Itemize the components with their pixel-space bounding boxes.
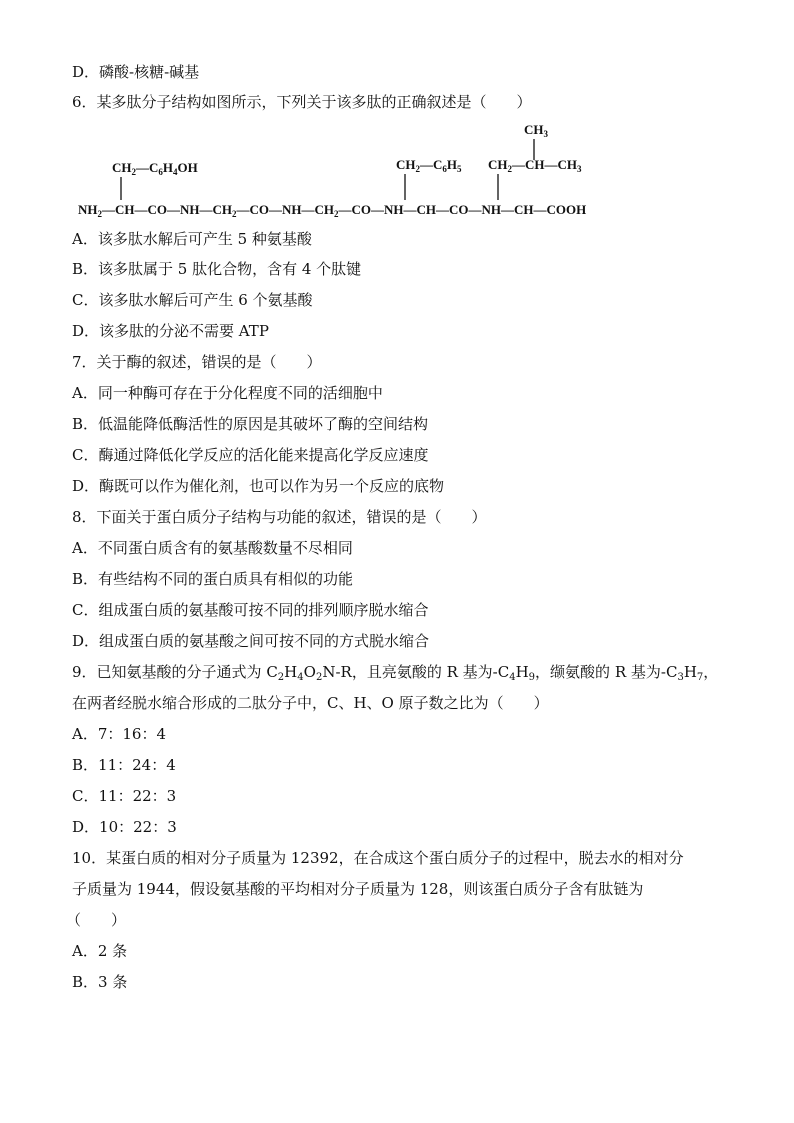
- q7-stem: 7．关于酶的叙述，错误的是（ ）: [72, 353, 322, 371]
- q9-stem-line2: 在两者经脱水缩合形成的二肽分子中，C、H、O 原子数之比为（ ）: [72, 694, 549, 712]
- peptide-structure-figure: [78, 120, 598, 220]
- q7-option-b: B．低温能降低酶活性的原因是其破坏了酶的空间结构: [72, 415, 429, 433]
- q10-stem-line3: （ ）: [66, 911, 127, 929]
- r-group-phenylalanine: $CH_2—C_6H_5$: [396, 157, 462, 174]
- q8-option-a: A．不同蛋白质含有的氨基酸数量不尽相同: [72, 539, 353, 557]
- q8-stem: 8．下面关于蛋白质分子结构与功能的叙述，错误的是（ ）: [72, 508, 487, 526]
- q10-option-b: B．3 条: [72, 973, 128, 991]
- r-group-leucine: $CH_2—CH—CH_3$: [488, 157, 582, 174]
- q6-stem: 6．某多肽分子结构如图所示，下列关于该多肽的正确叙述是（ ）: [72, 93, 532, 111]
- q7-option-c: C．酶通过降低化学反应的活化能来提高化学反应速度: [72, 446, 429, 464]
- q6-option-b: B．该多肽属于 5 肽化合物，含有 4 个肽键: [72, 260, 362, 278]
- peptide-backbone: $NH_2—CH—CO—NH—CH_2—CO—NH—CH_2—CO—NH—CH—CO—NH—CH—COOH$: [78, 202, 587, 219]
- q9-option-d: D．10：22：3: [72, 818, 177, 836]
- q9-option-b: B．11：24：4: [72, 756, 176, 774]
- q6-option-c: C．该多肽水解后可产生 6 个氨基酸: [72, 291, 313, 309]
- q8-option-d: D．组成蛋白质的氨基酸之间可按不同的方式脱水缩合: [72, 632, 430, 650]
- q10-stem-line1: 10．某蛋白质的相对分子质量为 12392，在合成这个蛋白质分子的过程中，脱去水的相对分: [72, 849, 684, 867]
- q9-option-c: C．11：22：3: [72, 787, 177, 805]
- q10-stem-line2: 子质量为 1944，假设氨基酸的平均相对分子质量为 128，则该蛋白质分子含有肽链为: [72, 880, 644, 898]
- q9-stem-line1: 9．已知氨基酸的分子通式为 $C_2H_4O_2N-R$，且亮氨酸的 R 基为$-C_4H_9$，缬氨酸的 R 基为$-C_3H_7$，: [72, 663, 719, 683]
- q10-option-a: A．2 条: [72, 942, 128, 960]
- q8-option-c: C．组成蛋白质的氨基酸可按不同的排列顺序脱水缩合: [72, 601, 429, 619]
- q7-option-d: D．酶既可以作为催化剂，也可以作为另一个反应的底物: [72, 477, 445, 495]
- q6-option-d: D．该多肽的分泌不需要 ATP: [72, 322, 269, 340]
- leucine-ch3-top: $CH_3$: [524, 122, 548, 139]
- q5-option-d: D．磷酸-核糖-碱基: [72, 63, 200, 81]
- q7-option-a: A．同一种酶可存在于分化程度不同的活细胞中: [72, 384, 383, 402]
- q9-option-a: A．7：16：4: [72, 725, 167, 743]
- q6-option-a: A．该多肽水解后可产生 5 种氨基酸: [72, 230, 312, 248]
- r-group-tyrosine: $CH_2—C_6H_4OH$: [112, 160, 198, 177]
- q8-option-b: B．有些结构不同的蛋白质具有相似的功能: [72, 570, 354, 588]
